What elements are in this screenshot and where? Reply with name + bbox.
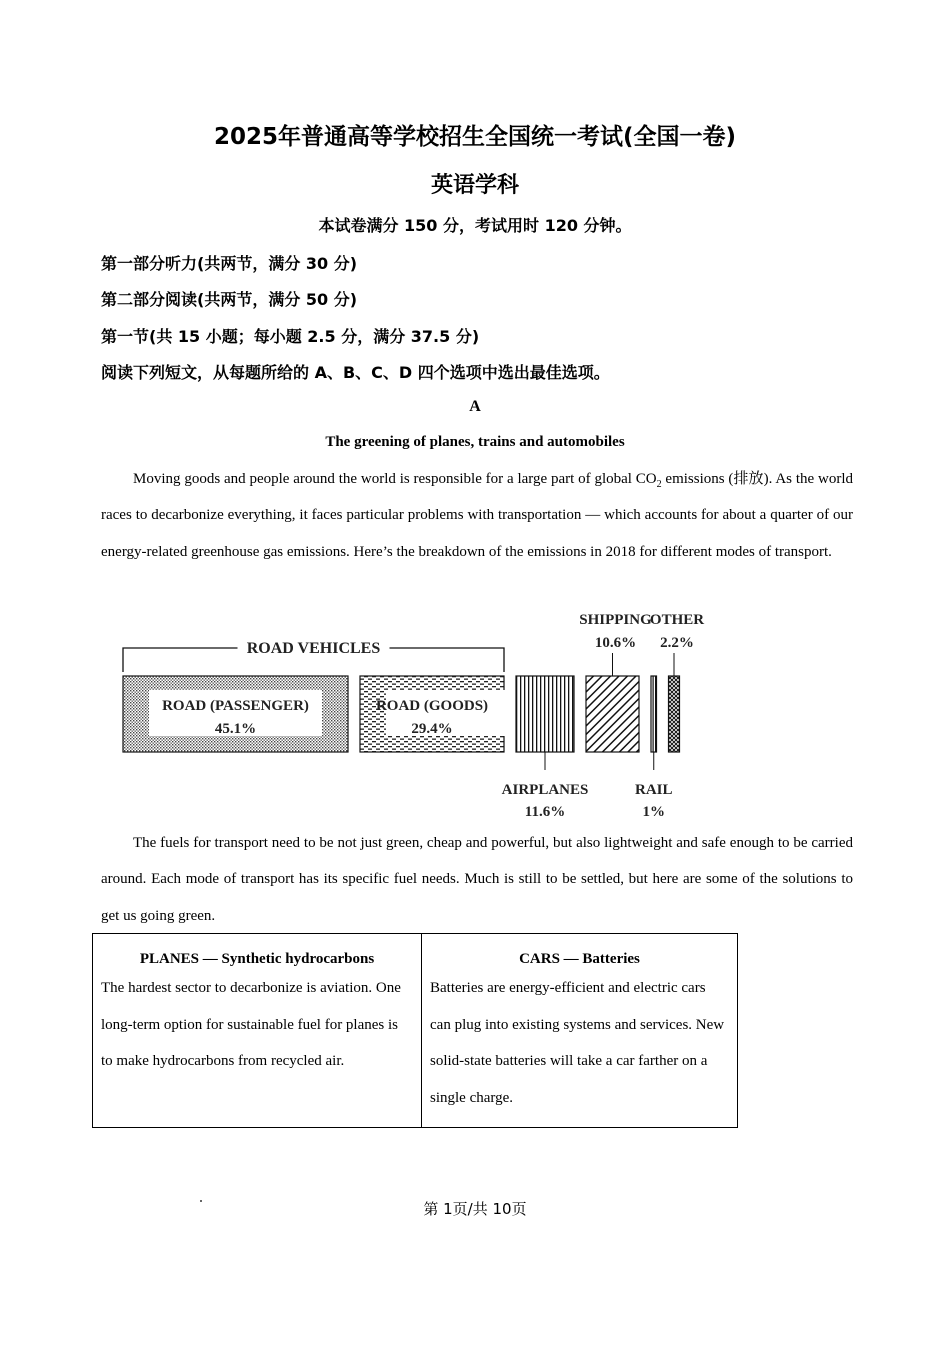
planes-box [93,934,422,1127]
paragraph-1-text-b: emissions (排放). As the world races to decarbonize everything, it faces particular problems with transportation — which accounts for about a quarter of our energy-related greenhouse gas emissions. Here’s the breakdown of the emissions in 2018 for different modes of transport. [101,471,853,560]
bar-value-label-0: 45.1% [214,721,257,737]
solutions-table [92,933,738,1128]
planes-box-heading: PLANES — Synthetic hydrocarbons [139,951,375,967]
co2-subscript: 2 [656,479,662,490]
chart-bars-group [123,612,704,820]
shipping-value: 10.6% [594,635,637,651]
airplanes-label: AIRPLANES [501,782,589,798]
cars-box-body: Batteries are energy-efficient and electric cars can plug into existing systems and services. New solid-state batteries will take a car farther on a single charge. [430,980,725,1106]
rail-value: 1% [642,804,665,820]
bar-value-label-1: 29.4% [411,721,453,737]
paragraph-1-text-a: Moving goods and people around the world is responsible for a large part of global CO [133,471,657,487]
subject-title: 英语学科 [430,173,519,198]
bar-shipping [586,676,639,752]
bar-airplanes [516,676,574,752]
other-label: OTHER [649,612,705,628]
bar-other [669,676,680,752]
score-note: 本试卷满分 150 分，考试用时 120 分钟。 [318,216,632,235]
paragraph-1 [101,461,853,570]
rail-label: RAIL [634,782,673,798]
road-vehicles-label: ROAD VEHICLES [246,640,381,657]
airplanes-value: 11.6% [524,804,566,820]
part2-heading: 第二部分阅读(共两节，满分 50 分) [101,290,358,309]
passage-title: The greening of planes, trains and automobiles [325,434,625,450]
planes-box-body: The hardest sector to decarbonize is aviation. One long-term option for sustainable fuel for planes is to make hydrocarbons from recycled air. [101,980,401,1069]
paragraph-2: The fuels for transport need to be not just green, cheap and powerful, but also lightweight and safe enough to be carried around. Each mode of transport has its specific fuel needs. Much is still to be settled, but here are some of the solutions to get us going green. [101,835,853,924]
part1-heading: 第一部分听力(共两节，满分 30 分) [101,254,358,273]
section1-heading: 第一节(共 15 小题；每小题 2.5 分，满分 37.5 分) [101,327,480,346]
page-number: 第 1页/共 10页 [423,1200,527,1218]
cars-box [422,934,737,1127]
emissions-chart [100,600,720,822]
cars-box-heading: CARS — Batteries [519,951,640,967]
exam-title: 2025年普通高等学校招生全国统一考试(全国一卷) [213,124,737,150]
bar-category-label-1: ROAD (GOODS) [375,698,489,714]
bar-category-label-0: ROAD (PASSENGER) [162,698,309,714]
passage-letter: A [469,398,481,415]
reading-instruction: 阅读下列短文，从每题所给的 A、B、C、D 四个选项中选出最佳选项。 [101,363,610,382]
bar-rail [651,676,657,752]
other-value: 2.2% [660,635,694,651]
shipping-label: SHIPPING [579,612,652,628]
